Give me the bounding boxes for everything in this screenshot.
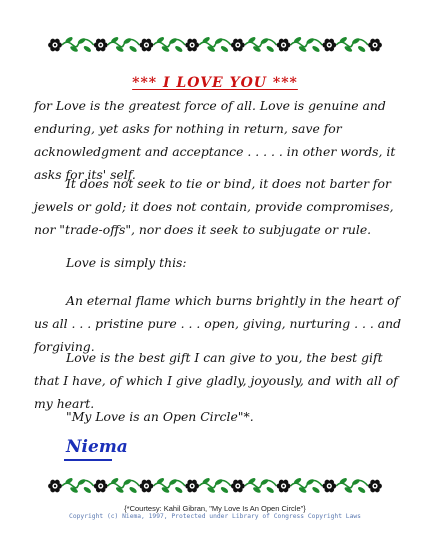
page-title: *** I LOVE YOU *** bbox=[132, 75, 298, 91]
leaf-vine-icon bbox=[199, 36, 231, 53]
leaf-vine-icon bbox=[199, 477, 231, 494]
flower-icon bbox=[48, 480, 62, 493]
leaf-vine-icon bbox=[245, 477, 277, 494]
flower-icon bbox=[368, 480, 382, 493]
leaf-vine-icon bbox=[62, 36, 94, 53]
paragraph-eternal-flame: An eternal flame which burns brightly in the heart of us all . . . pristine pure . . . open, giving, nurturing . . . and forgiving. bbox=[34, 293, 402, 354]
paragraph-greatest-force: for Love is the greatest force of all. Love is genuine and enduring, yet asks for nothing in return, save for acknowledgment and acceptance . . . . . in other words, it asks for its' self. bbox=[34, 98, 396, 182]
paragraph-best-gift: Love is the best gift I can give to you, the best gift that I have, of which I give gladly, joyously, and with all of my heart. bbox=[34, 350, 398, 411]
leaf-vine-icon bbox=[245, 36, 277, 53]
bottom-floral-border bbox=[0, 473, 430, 501]
leaf-vine-icon bbox=[336, 36, 368, 53]
flower-icon bbox=[322, 480, 336, 493]
leaf-vine-icon bbox=[153, 36, 185, 53]
flower-icon bbox=[231, 39, 245, 52]
floral-vine-border bbox=[45, 473, 385, 499]
paragraph-open-circle: "My Love is an Open Circle"*. bbox=[66, 409, 254, 424]
flower-icon bbox=[231, 480, 245, 493]
leaf-vine-icon bbox=[62, 477, 94, 494]
flower-icon bbox=[277, 480, 291, 493]
flower-icon bbox=[185, 39, 199, 52]
flower-icon bbox=[140, 480, 154, 493]
flower-icon bbox=[94, 39, 108, 52]
copyright-notice: Copyright (c) Niema, 1997, Protected under Library of Congress Copyright Laws bbox=[69, 513, 361, 520]
flower-icon bbox=[322, 39, 336, 52]
flower-icon bbox=[185, 480, 199, 493]
leaf-vine-icon bbox=[291, 477, 323, 494]
signature: Niema bbox=[66, 437, 128, 457]
flower-icon bbox=[277, 39, 291, 52]
paragraph-does-not-bind: It does not seek to tie or bind, it does not barter for jewels or gold; it does not contain, provide compromises, nor "trade-offs", nor does it seek to subjugate or rule. bbox=[34, 176, 394, 237]
leaf-vine-icon bbox=[153, 477, 185, 494]
leaf-vine-icon bbox=[108, 36, 140, 53]
floral-vine-border bbox=[45, 32, 385, 58]
flower-icon bbox=[94, 480, 108, 493]
flower-icon bbox=[140, 39, 154, 52]
leaf-vine-icon bbox=[336, 477, 368, 494]
top-floral-border bbox=[0, 32, 430, 60]
flower-icon bbox=[48, 39, 62, 52]
signature-underline bbox=[64, 459, 112, 461]
flower-icon bbox=[368, 39, 382, 52]
paragraph-love-is-simply: Love is simply this: bbox=[66, 255, 187, 270]
leaf-vine-icon bbox=[291, 36, 323, 53]
courtesy-note: {*Courtesy: Kahil Gibran, "My Love Is An Open Circle"} bbox=[124, 504, 306, 513]
leaf-vine-icon bbox=[108, 477, 140, 494]
